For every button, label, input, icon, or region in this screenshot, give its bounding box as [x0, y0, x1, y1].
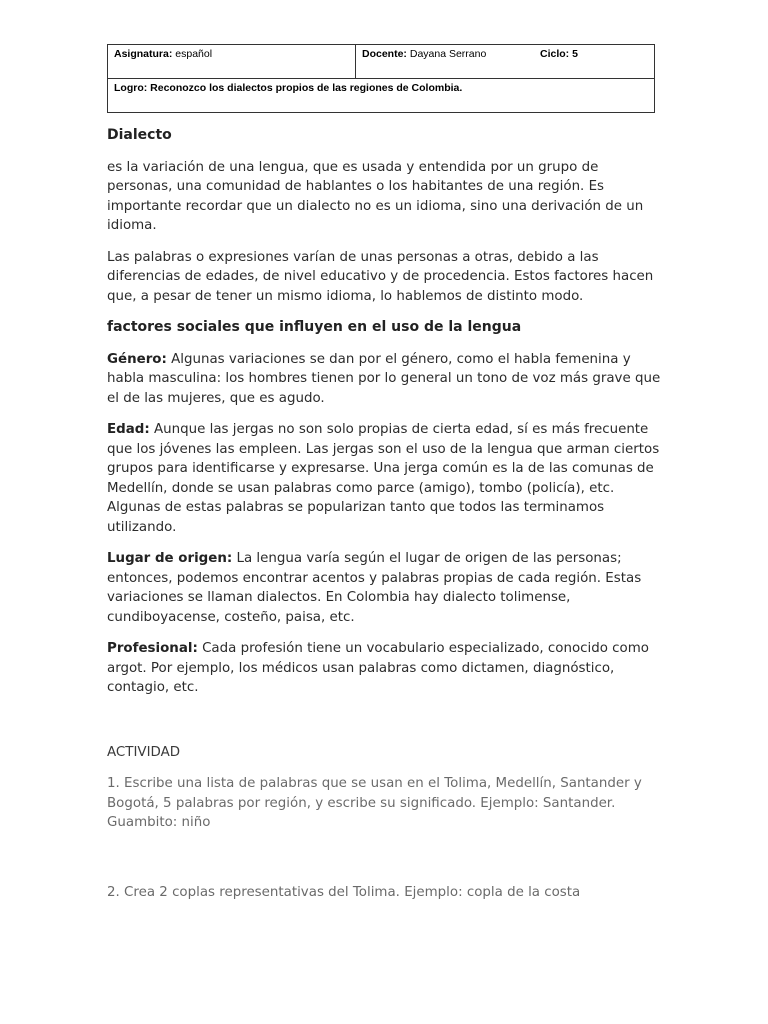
- docente-label: Docente:: [362, 48, 407, 60]
- factor-term: Género:: [107, 351, 167, 367]
- logro-cell: [108, 79, 655, 113]
- header-table: [107, 44, 655, 113]
- activity-title: ACTIVIDAD: [107, 744, 181, 760]
- page-title: Dialecto: [107, 127, 172, 143]
- factor-text: Algunas variaciones se dan por el género, como el habla femenina y habla masculina: los hombres tienen por lo general un tono de voz más grave que el de las mujeres, que es agudo.: [107, 351, 661, 406]
- asignatura-value: español: [175, 48, 213, 60]
- factor-text: Cada profesión tiene un vocabulario especializado, conocido como argot. Por ejemplo, los médicos usan palabras como dictamen, diagnóstico, contagio, etc.: [107, 641, 649, 695]
- ciclo-label: Ciclo: 5: [540, 48, 578, 60]
- factor-text: La lengua varía según el lugar de origen de las personas; entonces, podemos encontrar acentos y palabras propias de cada región. Estas variaciones se llaman dialectos. En Colombia hay dialecto tolimense, cundiboyacense, costeño, paisa, etc.: [107, 551, 642, 625]
- factor-text: Aunque las jergas no son solo propias de cierta edad, sí es más frecuente que los jóvenes las empleen. Las jergas son el uso de la lengua que arman ciertos grupos para identificarse y expresarse. Una jerga común es la de las comunas de Medellín, donde se usan palabras como parce (amigo), tombo (policía), etc. Algunas de estas palabras se popularizan tanto que todos las terminamos utilizando.: [107, 422, 660, 535]
- factor-genero: [107, 350, 667, 409]
- factor-lugar-de-origen: [107, 549, 667, 627]
- activity-item-2: 2. Crea 2 coplas representativas del Tolima. Ejemplo: copla de la costa: [107, 884, 581, 900]
- intro-paragraph-1: es la variación de una lengua, que es usada y entendida por un grupo de personas, una comunidad de hablantes o los habitantes de una región. Es importante recordar que un dialecto no es un idioma, sino una derivación de un idioma.: [107, 159, 644, 233]
- factor-term: Lugar de origen:: [107, 551, 233, 566]
- intro-paragraph-2: Las palabras o expresiones varían de unas personas a otras, debido a las diferencias de edades, de nivel educativo y de procedencia. Estos factores hacen que, a pesar de tener un mismo idioma, lo hablemos de distinto modo.: [107, 249, 654, 304]
- factor-edad: [107, 420, 667, 537]
- factor-profesional: [107, 639, 667, 698]
- section-subtitle: factores sociales que influyen en el uso de la lengua: [107, 319, 522, 335]
- factor-term: Profesional:: [107, 641, 198, 656]
- logro-text: Logro: Reconozco los dialectos propios de las regiones de Colombia.: [114, 82, 463, 94]
- docente-cell: [356, 45, 655, 79]
- document-body: [107, 126, 667, 914]
- activity-item-1: 1. Escribe una lista de palabras que se usan en el Tolima, Medellín, Santander y Bogotá, 5 palabras por región, y escribe su significado. Ejemplo: Santander. Guambito: niño: [107, 776, 642, 830]
- asignatura-cell: [108, 45, 356, 79]
- docente-value: Dayana Serrano: [409, 48, 487, 60]
- asignatura-label: Asignatura:: [114, 48, 173, 60]
- factor-term: Edad:: [107, 422, 150, 437]
